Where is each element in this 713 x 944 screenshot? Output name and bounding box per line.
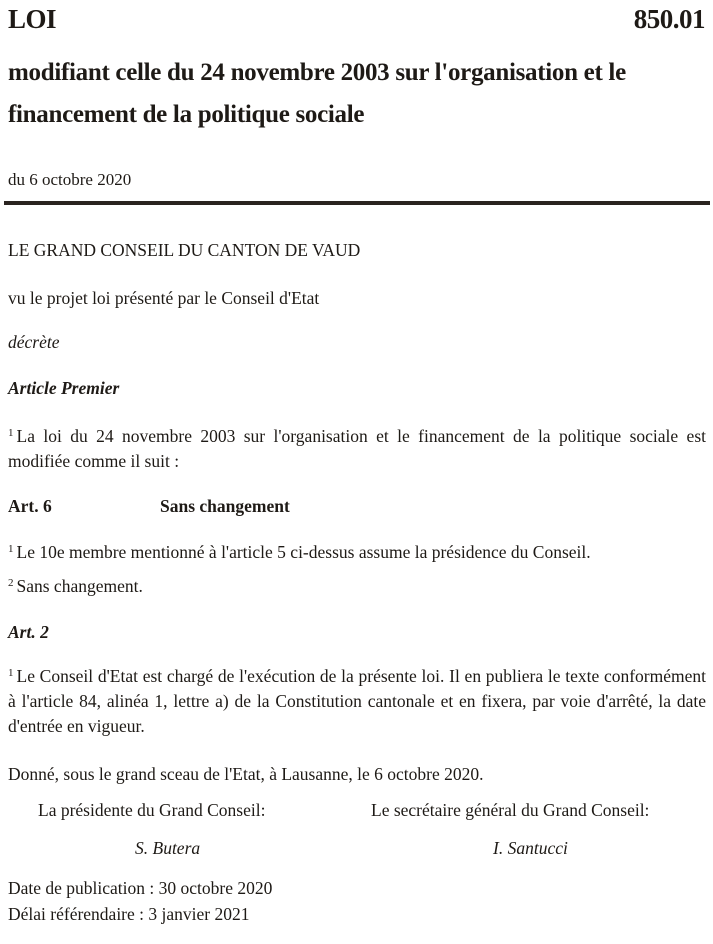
law-title: modifiant celle du 24 novembre 2003 sur l'organisation et le financement de la politique sociale xyxy=(8,59,626,128)
article-premier-heading: Article Premier xyxy=(8,378,120,398)
law-type: LOI xyxy=(8,4,57,34)
law-date: du 6 octobre 2020 xyxy=(8,170,132,189)
paragraph-number: 1 xyxy=(8,427,14,439)
art6-label: Art. 6 xyxy=(8,496,52,516)
signatory-name-secretary: I. Santucci xyxy=(493,838,568,858)
art6-paragraph-2 xyxy=(8,574,706,599)
signatory-title-president: La présidente du Grand Conseil: xyxy=(38,800,266,820)
paragraph-number: 1 xyxy=(8,667,14,679)
paragraph-text: Sans changement. xyxy=(16,576,143,596)
art6-heading xyxy=(8,494,706,519)
authority: LE GRAND CONSEIL DU CANTON DE VAUD xyxy=(8,240,361,260)
art6-title: Sans changement xyxy=(160,496,290,516)
paragraph-number: 1 xyxy=(8,543,14,555)
article-premier-paragraph-1 xyxy=(8,424,706,474)
header-divider xyxy=(4,201,710,205)
paragraph-number: 2 xyxy=(8,577,14,589)
considering: vu le projet loi présenté par le Conseil d'Etat xyxy=(8,288,320,308)
paragraph-text: Le Conseil d'Etat est chargé de l'exécution de la présente loi. Il en publiera le texte conformément à l'article 84, alinéa 1, lettre a) de la Constitution cantonale et en fixera, par voie d'arrêté, la date d'entrée en vigueur. xyxy=(8,666,706,736)
art6-paragraph-1 xyxy=(8,540,706,565)
paragraph-text: Le 10e membre mentionné à l'article 5 ci-dessus assume la présidence du Conseil. xyxy=(16,542,591,562)
paragraph-text: La loi du 24 novembre 2003 sur l'organisation et le financement de la politique sociale est modifiée comme il suit : xyxy=(8,426,706,471)
publication-date: Date de publication : 30 octobre 2020 xyxy=(8,878,273,898)
signatory-title-secretary: Le secrétaire général du Grand Conseil: xyxy=(371,800,650,820)
given-statement: Donné, sous le grand sceau de l'Etat, à Lausanne, le 6 octobre 2020. xyxy=(8,764,484,784)
referendum-deadline: Délai référendaire : 3 janvier 2021 xyxy=(8,904,250,924)
decrees: décrète xyxy=(8,332,60,352)
art2-paragraph-1 xyxy=(8,664,706,739)
law-number: 850.01 xyxy=(633,4,705,34)
art2-heading: Art. 2 xyxy=(8,622,49,642)
signatory-name-president: S. Butera xyxy=(135,838,201,858)
